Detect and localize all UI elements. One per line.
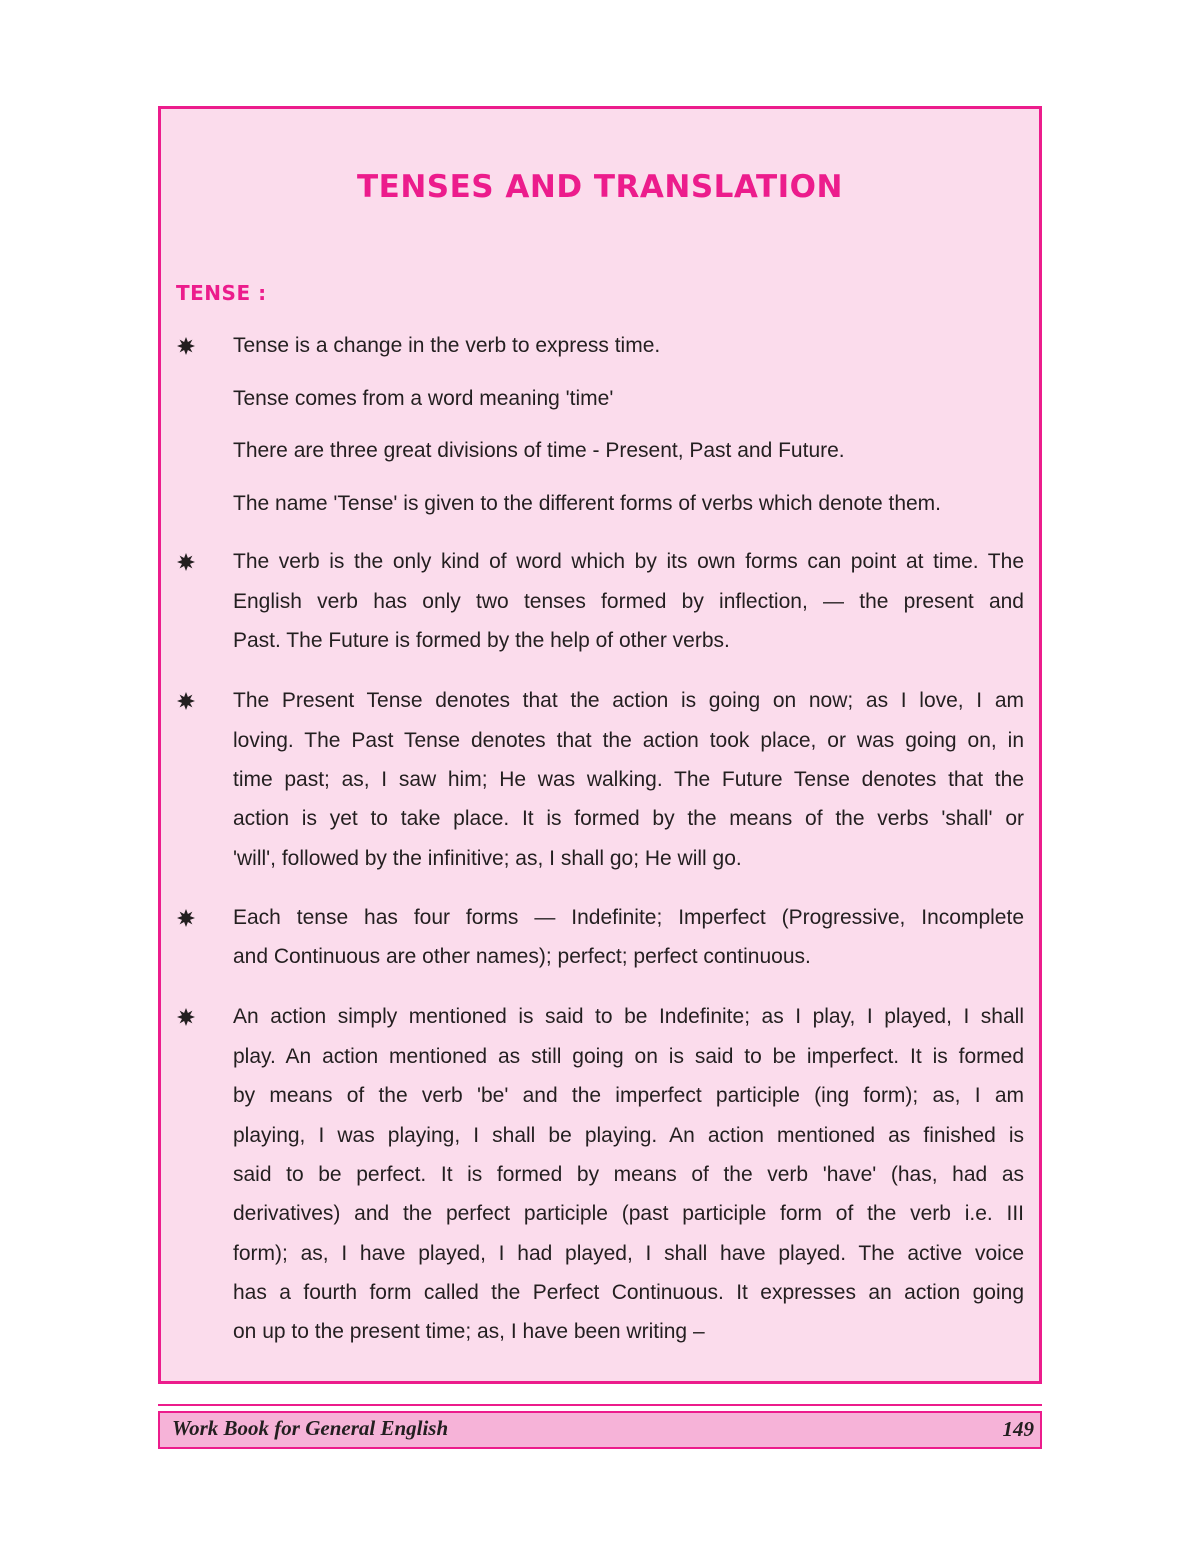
bullet-1-line-4: The name 'Tense' is given to the different forms of verbs which denote them. [233, 492, 942, 515]
footer-rule [158, 1404, 1042, 1406]
page-title: TENSES AND TRANSLATION [357, 169, 843, 205]
bullet-2-line-2: English verb has only two tenses formed by inflection, — the present and [233, 590, 1024, 613]
bullet-5-line-5: said to be perfect. It is formed by means of the verb 'have' (has, had as [233, 1163, 1024, 1186]
section-heading: TENSE : [176, 281, 267, 305]
bullet-4-line-2: and Continuous are other names); perfect; perfect continuous. [233, 945, 811, 968]
bullet-1-line-2: Tense comes from a word meaning 'time' [233, 387, 614, 410]
bullet-5-line-4: playing, I was playing, I shall be playing. An action mentioned as finished is [233, 1124, 1024, 1147]
bullet-1-line-3: There are three great divisions of time - Present, Past and Future. [233, 439, 845, 462]
bullet-4-line-1: Each tense has four forms — Indefinite; Imperfect (Progressive, Incomplete [233, 906, 1024, 929]
footer-bar [158, 1411, 1042, 1449]
footer-book-title: Work Book for General English [172, 1416, 449, 1440]
bullet-1-line-1: Tense is a change in the verb to express time. [233, 334, 661, 357]
star-burst-icon [176, 908, 196, 928]
bullet-5-line-6: derivatives) and the perfect participle (past participle form of the verb i.e. III [233, 1202, 1024, 1225]
bullet-3-line-1: The Present Tense denotes that the action is going on now; as I love, I am [233, 689, 1024, 712]
bullet-5-line-3: by means of the verb 'be' and the imperfect participle (ing form); as, I am [233, 1084, 1024, 1107]
star-burst-icon [176, 552, 196, 572]
bullet-3-line-2: loving. The Past Tense denotes that the action took place, or was going on, in [233, 729, 1024, 752]
content-panel [158, 106, 1042, 1384]
star-burst-icon [176, 1007, 196, 1027]
bullet-3-line-3: time past; as, I saw him; He was walking. The Future Tense denotes that the [233, 768, 1024, 791]
bullet-3-line-5: 'will', followed by the infinitive; as, I shall go; He will go. [233, 847, 742, 870]
bullet-3-line-4: action is yet to take place. It is formed by the means of the verbs 'shall' or [233, 807, 1024, 830]
bullet-5-line-8: has a fourth form called the Perfect Continuous. It expresses an action going [233, 1281, 1024, 1304]
bullet-5-line-2: play. An action mentioned as still going on is said to be imperfect. It is formed [233, 1045, 1024, 1068]
page-number: 149 [1002, 1417, 1034, 1441]
bullet-2-line-1: The verb is the only kind of word which by its own forms can point at time. The [233, 550, 1024, 573]
bullet-5-line-1: An action simply mentioned is said to be Indefinite; as I play, I played, I shall [233, 1005, 1024, 1028]
bullet-5-line-9: on up to the present time; as, I have been writing – [233, 1320, 705, 1343]
bullet-5-line-7: form); as, I have played, I had played, I shall have played. The active voice [233, 1242, 1024, 1265]
star-burst-icon [176, 336, 196, 356]
star-burst-icon [176, 691, 196, 711]
bullet-2-line-3: Past. The Future is formed by the help of other verbs. [233, 629, 730, 652]
